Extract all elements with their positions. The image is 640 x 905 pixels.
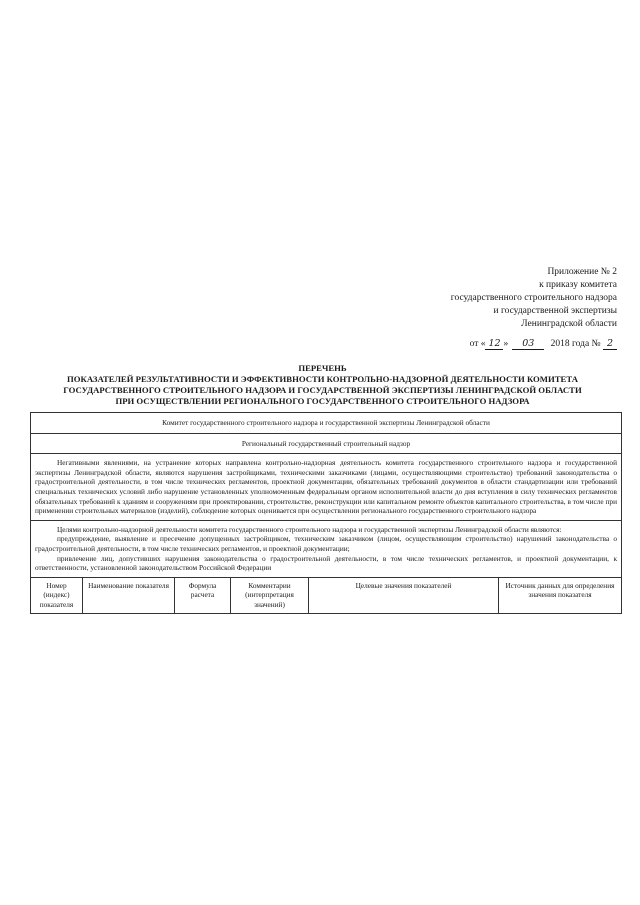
order-month-handwritten: 03 [512,338,544,350]
order-year-text: 2018 года № [550,339,601,349]
appendix-order-ref: к приказу комитета [539,280,617,290]
goals-row [31,521,621,578]
order-prefix: от « [469,339,486,349]
title-line-2: ГОСУДАРСТВЕННОГО СТРОИТЕЛЬНОГО НАДЗОРА И ГОСУДАРСТВЕННОЙ ЭКСПЕРТИЗЫ ЛЕНИНГРАДСКОЙ ОБЛАСТИ [63,385,582,395]
goal-item-2: привлечение лиц, допустивших нарушения законодательства о градостроительной деятельности, в том числе технических регламентов, и проектной документации, к ответственности, установленной законодательством Российской Федерации [35,553,617,573]
negative-phenomena-row [31,454,621,521]
title-heading: ПЕРЕЧЕНЬ [298,363,347,373]
goals-intro: Целями контрольно-надзорной деятельности комитета государственного строительного надзора и государственной экспертизы Ленинградской области являются: [57,524,562,534]
order-day-handwritten: 12 [485,338,503,350]
appendix-expertise-line: и государственной экспертизы [493,306,617,316]
goal-item-1: предупреждение, выявление и пресечение допущенных застройщиком, техническим заказчиком (лицом, осуществляющим строительство) нарушений законодательства о градостроительной деятельности, в том числе технических регламентов, и проектной документации; [35,534,617,553]
header-name: Наименование показателя [83,578,175,613]
supervision-type-row: Региональный государственный строительный надзор [31,434,621,455]
table-header-row [31,578,621,614]
header-formula: Формула расчета [175,578,231,613]
header-comments: Комментарии (интерпретация значений) [231,578,309,613]
order-number-handwritten: 2 [603,338,617,350]
appendix-committee-line: государственного строительного надзора [450,293,617,303]
title-line-1: ПОКАЗАТЕЛЕЙ РЕЗУЛЬТАТИВНОСТИ И ЭФФЕКТИВНОСТИ КОНТРОЛЬНО-НАДЗОРНОЙ ДЕЯТЕЛЬНОСТИ КОМИТЕТА [67,374,578,384]
appendix-number: Приложение № 2 [547,267,617,277]
title-line-3: ПРИ ОСУЩЕСТВЛЕНИИ РЕГИОНАЛЬНОГО ГОСУДАРСТВЕННОГО СТРОИТЕЛЬНОГО НАДЗОРА [115,396,530,406]
header-data-source: Источник данных для определения значения показателя [505,580,615,600]
negative-phenomena-text: Негативными явлениями, на устранение которых направлена контрольно-надзорная деятельность комитета государственного строительного надзора и государственной экспертизы Ленинградской области, являются нарушения застройщиками, техническими заказчиками (лицами, осуществляющими строительство) требований законодательства о градостроительной деятельности, в том числе технических регламентов, проектной документации, обязательных требований документов в области стандартизации или требований специальных технических условий либо нарушение установленных уполномоченным федеральным органом исполнительной власти до дня вступления в силу технических регламентов обязательных требований к зданиям и сооружениям при проектировании, строительстве, реконструкции или капитальном ремонте объектов капитального строительства, в том числе при применении строительных материалов (изделий), соблюдение которых оценивается при осуществлении регионального государственного строительного надзора [35,458,617,516]
document-title [30,363,615,407]
order-date-sep: » [503,339,509,349]
appendix-block [451,266,617,331]
appendix-region-line: Ленинградской области [521,319,617,329]
indicators-table [30,412,622,614]
header-index: Номер (индекс) показателя [31,578,83,613]
header-target-values: Целевые значения показателей [309,578,499,613]
order-date-line [470,338,617,350]
committee-row: Комитет государственного строительного надзора и государственной экспертизы Ленинградской области [31,413,621,434]
